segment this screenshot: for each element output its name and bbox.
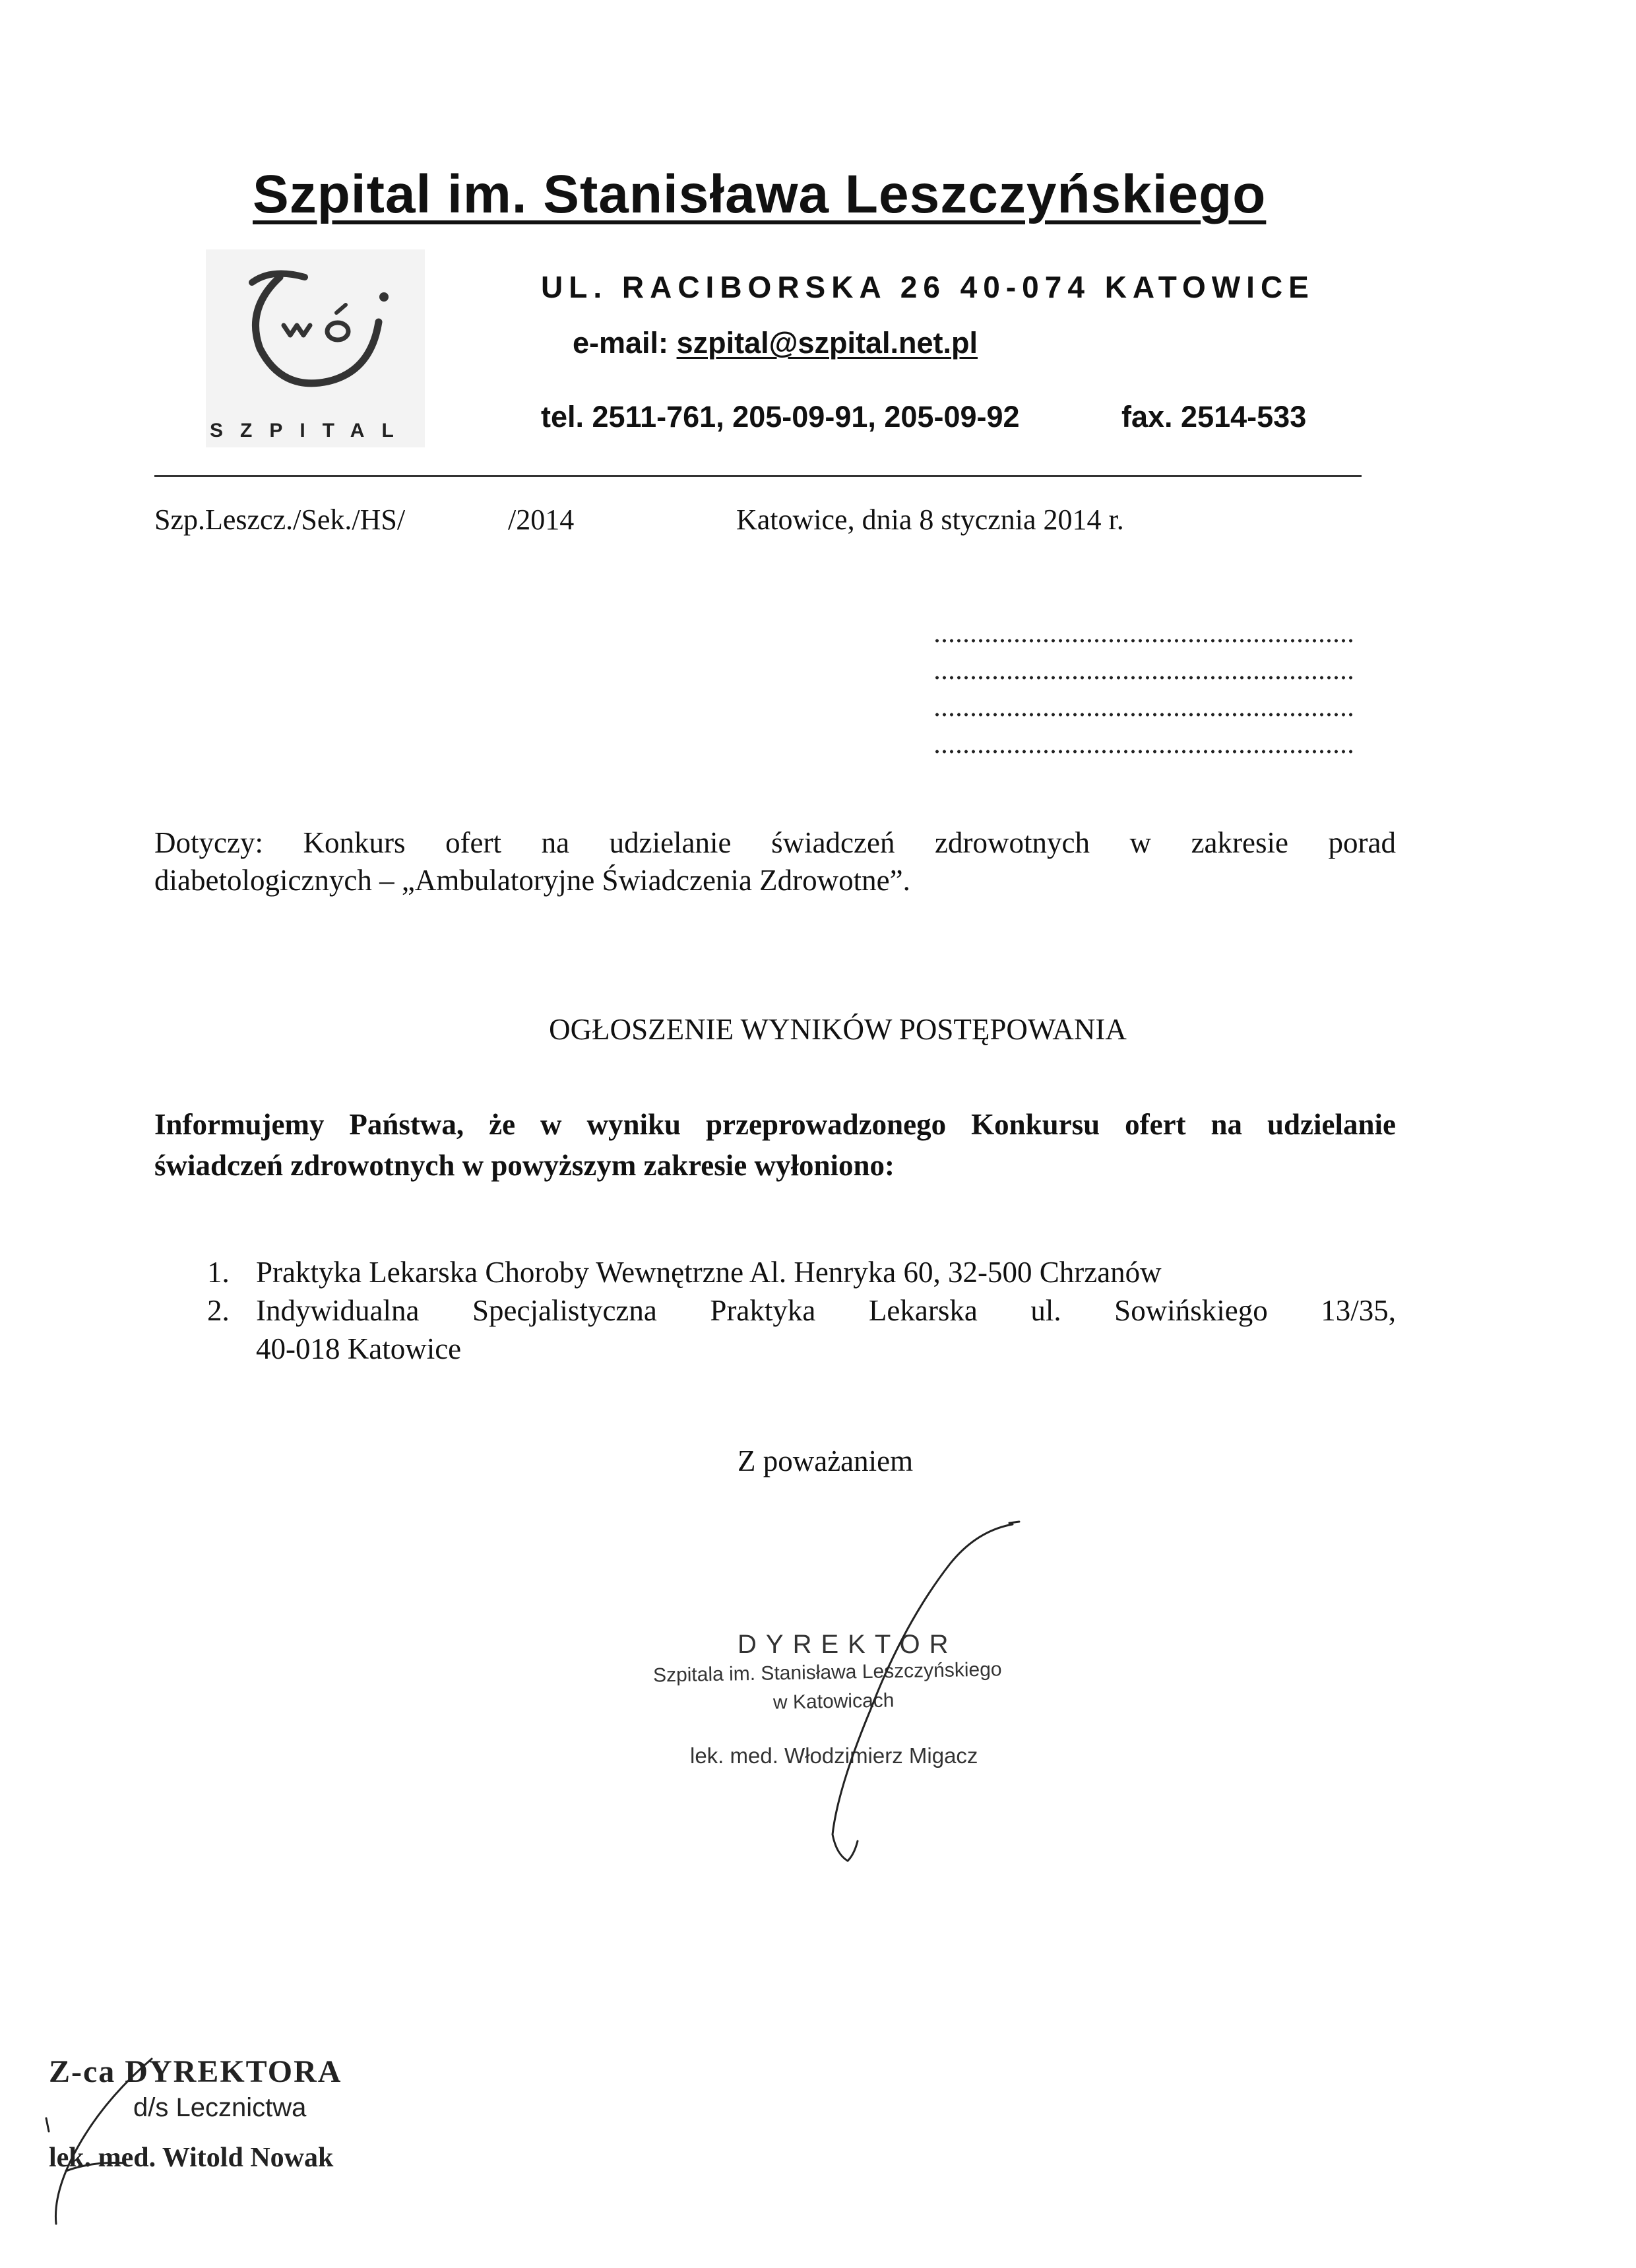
- result-item-2: Indywidualna Specjalistyczna Praktyka Lekarska ul. Sowińskiego 13/35,: [256, 1294, 1396, 1327]
- reference-code: Szp.Leszcz./Sek./HS/: [154, 503, 406, 536]
- info-line-1: Informujemy Państwa, że w wyniku przeprowadzonego Konkursu ofert na udzielanie: [154, 1108, 1396, 1141]
- email-link[interactable]: szpital@szpital.net.pl: [676, 326, 978, 360]
- hospital-logo: [206, 249, 425, 447]
- document-date: Katowice, dnia 8 stycznia 2014 r.: [736, 503, 1124, 536]
- deputy-stamp-line-2: lek. med. Witold Nowak: [49, 2143, 334, 2173]
- director-signature: [759, 1511, 1036, 1881]
- fax-number: fax. 2514-533: [1121, 400, 1307, 434]
- subject-line-1: Dotyczy: Konkurs ofert na udzielanie świadczeń zdrowotnych w zakresie porad: [154, 826, 1396, 859]
- deputy-stamp-title: Z-ca DYREKTORA: [49, 2054, 342, 2089]
- reference-number: /2014: [508, 503, 575, 536]
- result-item-2-continued: 40-018 Katowice: [256, 1332, 462, 1365]
- recipient-line-4: [933, 750, 1356, 754]
- director-stamp-line-1: Szpitala im. Stanisława Leszczyńskiego: [652, 1658, 1002, 1687]
- recipient-line-2: [933, 676, 1356, 680]
- announcement-heading: OGŁOSZENIE WYNIKÓW POSTĘPOWANIA: [549, 1013, 1127, 1046]
- hospital-title: Szpital im. Stanisława Leszczyńskiego: [253, 164, 1267, 224]
- header-divider: [154, 475, 1362, 477]
- result-item-1: Praktyka Lekarska Choroby Wewnętrzne Al. Henryka 60, 32-500 Chrzanów: [256, 1256, 1162, 1289]
- closing-salutation: Z poważaniem: [738, 1444, 914, 1477]
- deputy-stamp-line-1: d/s Lecznictwa: [133, 2093, 307, 2122]
- address: UL. RACIBORSKA 26 40-074 KATOWICE: [541, 270, 1315, 304]
- result-number-2: 2.: [207, 1294, 230, 1327]
- subject-line-2: diabetologicznych – „Ambulatoryjne Świadczenia Zdrowotne”.: [154, 864, 910, 897]
- recipient-line-3: [933, 713, 1356, 717]
- phone-numbers: tel. 2511-761, 205-09-91, 205-09-92: [541, 400, 1020, 434]
- result-number-1: 1.: [207, 1256, 230, 1289]
- director-stamp-title: DYREKTOR: [738, 1630, 958, 1659]
- recipient-line-1: [933, 639, 1356, 643]
- info-line-2: świadczeń zdrowotnych w powyższym zakresie wyłoniono:: [154, 1149, 895, 1182]
- director-stamp-line-3: lek. med. Włodzimierz Migacz: [690, 1743, 978, 1768]
- email-label: e-mail:: [573, 326, 669, 360]
- deputy-signature: [26, 2046, 224, 2244]
- email-row: [573, 326, 978, 360]
- logo-text: SZPITAL: [210, 420, 411, 441]
- logo-icon: [206, 249, 425, 447]
- director-stamp-line-2: w Katowicach: [772, 1689, 895, 1714]
